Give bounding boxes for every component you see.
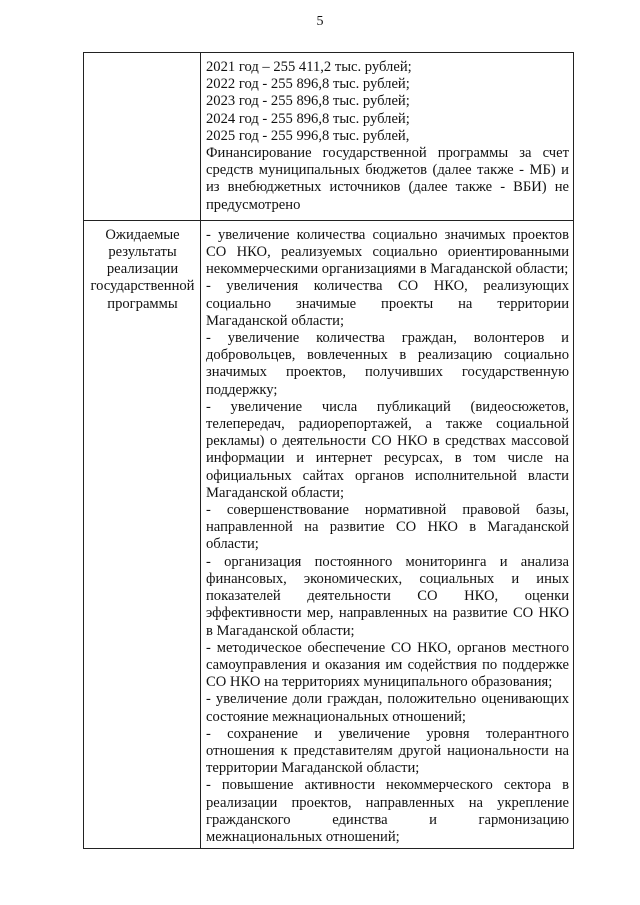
- expected-results-content-cell: [201, 220, 574, 848]
- financing-year-2022: 2022 год - 255 896,8 тыс. рублей;: [206, 76, 410, 93]
- financing-year-2024: 2024 год - 255 896,8 тыс. рублей;: [206, 110, 410, 127]
- page-number: 5: [316, 14, 324, 29]
- result-item: - организация постоянного мониторинга и анализа финансовых, экономических, социальных и иных показателей деятельности СО НКО, оценки эффективности мер, направленных на развитие СО НКО в Магаданской области;: [206, 553, 569, 639]
- result-item: - методическое обеспечение СО НКО, органов местного самоуправления и оказания им содействия по поддержке СО НКО на территориях муниципального образования;: [206, 639, 569, 691]
- result-item: - увеличения количества СО НКО, реализующих социально значимые проекты на территории Магаданской области;: [206, 278, 569, 329]
- financing-year-2025: 2025 год - 255 996,8 тыс. рублей,: [206, 127, 410, 144]
- result-item: - увеличение числа публикаций (видеосюжетов, телепередач, радиорепортажей, а также социальной рекламы) о деятельности СО НКО в средствах массовой информации и интернет ресурсах, в том числе на официальных сайтах органов исполнительной власти Магаданской области;: [206, 398, 569, 501]
- financing-year-2021: 2021 год – 255 411,2 тыс. рублей;: [206, 59, 412, 75]
- financing-year-2023: 2023 год - 255 896,8 тыс. рублей;: [206, 93, 410, 110]
- financing-label-cell: [84, 53, 201, 221]
- financing-note: Финансирование государственной программы за счет средств муниципальных бюджетов (далее также - МБ) и из внебюджетных источников (далее также - ВБИ) не предусмотрено: [206, 145, 569, 213]
- expected-results-row: [84, 220, 574, 848]
- result-item: - совершенствование нормативной правовой базы, направленной на развитие СО НКО в Магаданской области;: [206, 502, 569, 553]
- financing-row: [84, 53, 574, 221]
- result-item: - увеличение доли граждан, положительно оценивающих состояние межнациональных отношений;: [206, 691, 569, 725]
- result-item: - сохранение и увеличение уровня толерантного отношения к представителям другой национальности на территории Магаданской области;: [206, 725, 569, 777]
- result-item: - увеличение количества граждан, волонтеров и добровольцев, вовлеченных в реализацию социально значимых проектов, получивших государственную поддержку;: [206, 330, 569, 398]
- result-item: - увеличение количества социально значимых проектов СО НКО, реализуемых социально ориентированными некоммерческими организациями в Магаданской области;: [206, 226, 569, 278]
- program-passport-table: [83, 52, 574, 849]
- financing-content-cell: [201, 53, 574, 221]
- result-item: - повышение активности некоммерческого сектора в реализации проектов, направленных на укрепление гражданского единства и гармонизацию межнациональных отношений;: [206, 777, 569, 845]
- expected-results-label: Ожидаемые результаты реализации государственной программы: [84, 220, 201, 848]
